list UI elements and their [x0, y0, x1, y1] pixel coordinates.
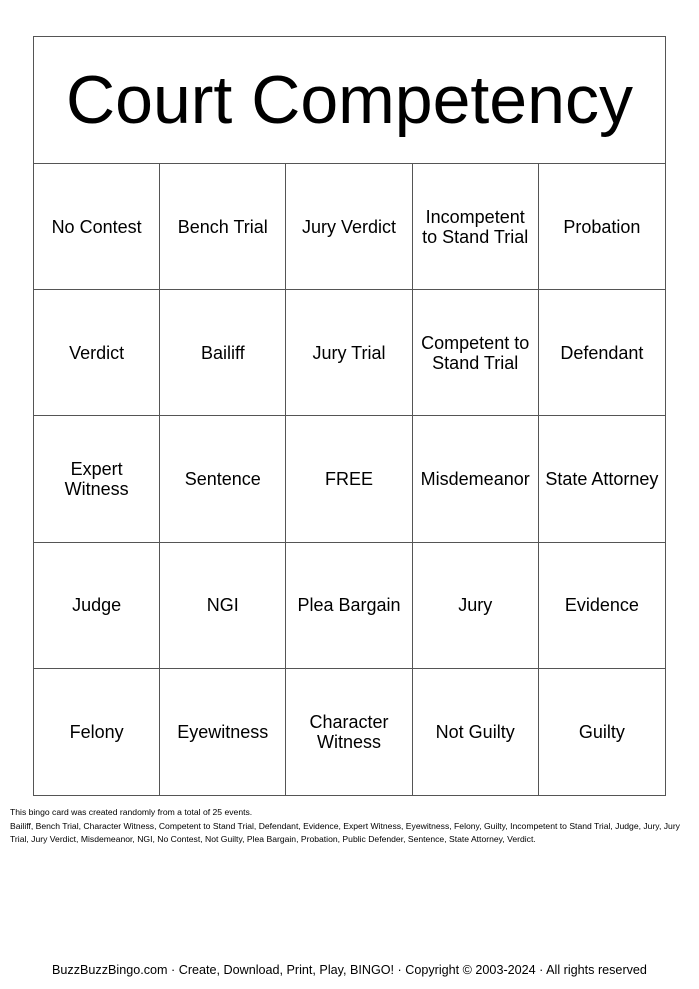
bingo-cell: Judge	[34, 543, 160, 669]
bingo-cell: NGI	[160, 543, 286, 669]
site-footer: BuzzBuzzBingo.com · Create, Download, Print, Play, BINGO! · Copyright © 2003-2024 · All rights reserved	[52, 963, 647, 977]
bingo-cell: Bench Trial	[160, 164, 286, 290]
bingo-cell: Plea Bargain	[286, 543, 412, 669]
bingo-cell: No Contest	[34, 164, 160, 290]
card-title: Court Competency	[34, 37, 665, 164]
bingo-card	[33, 36, 666, 796]
bingo-grid	[34, 164, 665, 795]
bingo-cell: Bailiff	[160, 290, 286, 416]
bingo-cell: Jury	[413, 543, 539, 669]
bingo-cell: Eyewitness	[160, 669, 286, 795]
bingo-cell: Character Witness	[286, 669, 412, 795]
bingo-cell: Incompetent to Stand Trial	[413, 164, 539, 290]
events-list: Bailiff, Bench Trial, Character Witness, Competent to Stand Trial, Defendant, Evidence, Expert Witness, Eyewitness, Felony, Guilty, Incompetent to Stand Trial, Judge, Jury, Jury Trial, Jury Verdict, Misdemeanor, NGI, No Contest, Not Guilty, Plea Bargain, Probation, Public Defender, Sentence, State Attorney, Verdict.	[10, 820, 680, 844]
bingo-cell: Evidence	[539, 543, 665, 669]
bingo-cell: Felony	[34, 669, 160, 795]
bingo-cell: Not Guilty	[413, 669, 539, 795]
bingo-cell: FREE	[286, 416, 412, 542]
bingo-cell: Guilty	[578, 721, 625, 742]
bingo-cell: Expert Witness	[34, 416, 160, 542]
bingo-cell: Sentence	[160, 416, 286, 542]
bingo-cell: Jury Verdict	[286, 164, 412, 290]
bingo-cell: Competent to Stand Trial	[413, 290, 539, 416]
bingo-cell: State Attorney	[539, 416, 665, 542]
bingo-cell: Verdict	[34, 290, 160, 416]
card-info	[10, 806, 695, 847]
created-note: This bingo card was created randomly from a total of 25 events.	[10, 807, 253, 817]
bingo-cell: Defendant	[539, 290, 665, 416]
bingo-cell: Probation	[539, 164, 665, 290]
bingo-cell: Misdemeanor	[413, 416, 539, 542]
bingo-cell: Jury Trial	[286, 290, 412, 416]
